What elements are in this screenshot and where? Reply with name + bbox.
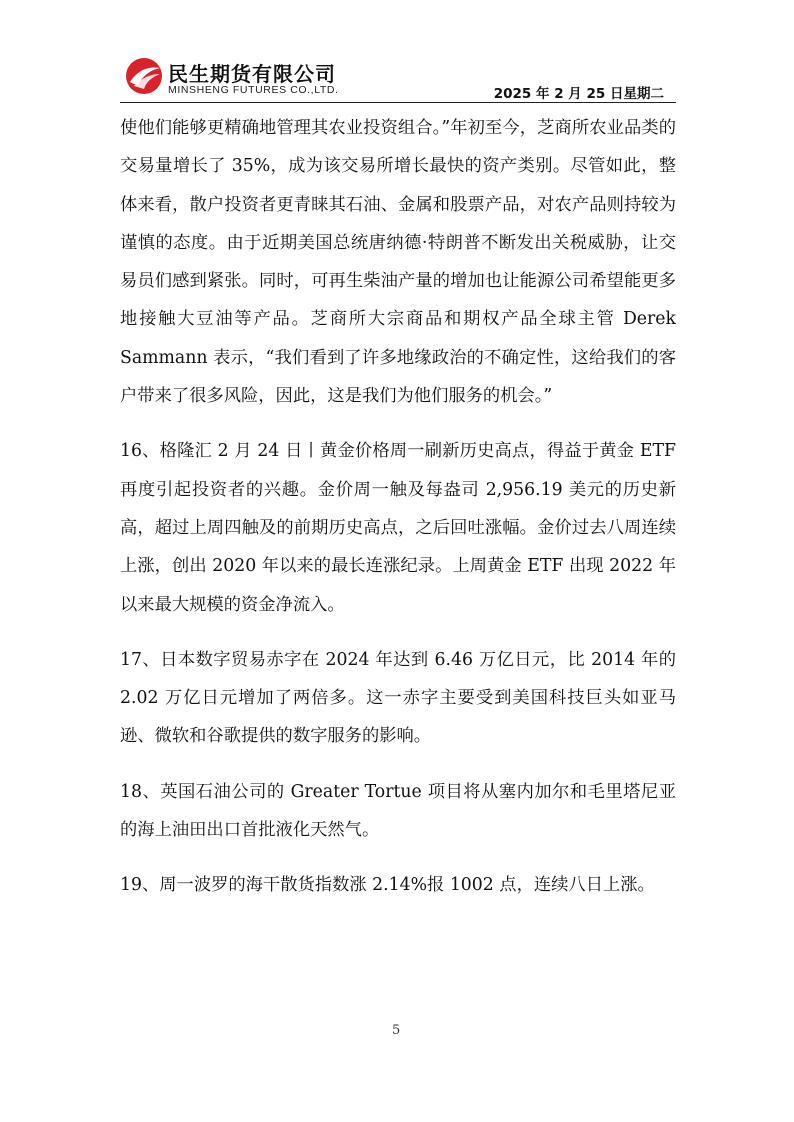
paragraph-continued: 使他们能够更精确地管理其农业投资组合。”年初至今，芝商所农业品类的交易量增长了 35%，成为该交易所增长最快的资产类别。尽管如此，整体来看，散户投资者更青睐其石油、金属和股票产品，对农产品则持较为谨慎的态度。由于近期美国总统唐纳德·特朗普不断发出关税威胁，让交易员们感到紧张。同时，可再生柴油产量的增加也让能源公司希望能更多地接触大豆油等产品。芝商所大宗商品和期权产品全球主管 Derek Sammann 表示，“我们看到了许多地缘政治的不确定性，这给我们的客户带来了很多风险，因此，这是我们为他们服务的机会。” [120,118,676,407]
report-date: 2025 年 2 月 25 日星期二 [493,86,664,102]
brand-name-cn: 民生期货有限公司 [168,62,336,86]
page-header [120,52,676,103]
news-item-18: 18、英国石油公司的 Greater Tortue 项目将从塞内加尔和毛里塔尼亚的海上油田出口首批液化天然气。 [120,781,676,841]
brand-name-en: MINSHENG FUTURES CO.,LTD. [168,84,339,96]
page-number: 5 [392,1023,401,1038]
news-item-16: 16、格隆汇 2 月 24 日丨黄金价格周一刷新历史高点，得益于黄金 ETF 再度引起投资者的兴趣。金价周一触及每盎司 2,956.19 美元的历史新高，超过上周四触及的前期历史高点，之后回吐涨幅。金价过去八周连续上涨，创出 2020 年以来的最长连涨纪录。上周黄金 ETF 出现 2022 年以来最大规模的资金净流入。 [120,441,676,615]
news-item-19: 19、周一波罗的海干散货指数涨 2.14%报 1002 点，连续八日上涨。 [120,875,655,896]
document-body [120,109,676,922]
minsheng-logo-icon [124,56,164,96]
news-item-17: 17、日本数字贸易赤字在 2024 年达到 6.46 万亿日元，比 2014 年的 2.02 万亿日元增加了两倍多。这一赤字主要受到美国科技巨头如亚马逊、微软和谷歌提供的数字服务的影响。 [120,649,676,747]
